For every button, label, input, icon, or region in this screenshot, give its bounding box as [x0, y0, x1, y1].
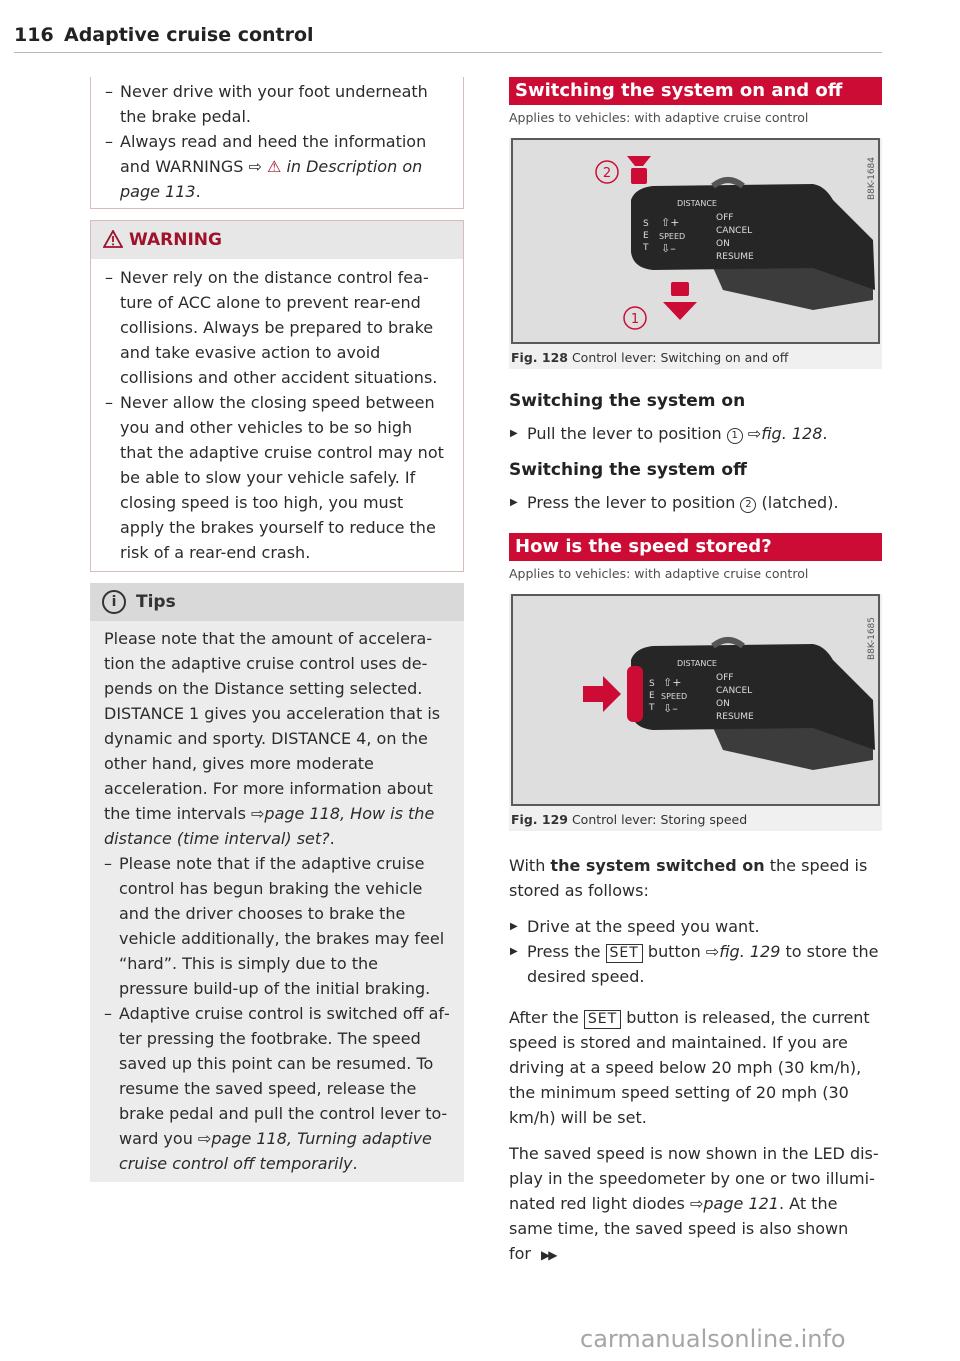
watermark: carmanualsonline.info: [580, 1325, 846, 1353]
list-item: – Never drive with your foot underneath the brake pedal.: [105, 82, 428, 126]
figure-code: B8K-1685: [867, 616, 877, 660]
section-title-switching: Switching the system on and off: [509, 77, 882, 105]
paragraph: With the system switched on the speed is stored as follows:: [509, 856, 868, 900]
control-lever-set-illustration: [513, 596, 878, 804]
arrow-ref-icon: ⇨: [197, 1129, 212, 1148]
list-item: – Please note that if the adaptive cruise control has begun braking the vehicle and the driver chooses to brake the vehicle additionally, the brakes may feel “hard”. This is simply due to the pressure build-up of the initial braking.: [104, 854, 445, 998]
list-item: ▶ Press the SET button ⇨fig. 129 to store the desired speed.: [510, 942, 879, 986]
cross-reference-link[interactable]: fig. 128: [761, 424, 823, 443]
figure-caption: Fig. 128 Control lever: Switching on and off: [511, 350, 789, 365]
svg-text:CANCEL: CANCEL: [716, 686, 753, 696]
lever-label-cancel: CANCEL: [716, 226, 753, 236]
list-item: ▶ Drive at the speed you want.: [510, 917, 760, 936]
figure-129: [509, 594, 882, 831]
cross-reference-link[interactable]: in Description on page 113: [120, 157, 423, 201]
subheading-off: Switching the system off: [509, 460, 747, 480]
paragraph: After the SET button is released, the current speed is stored and maintained. If you are driving at a speed below 20 mph (30 km/h), the minimum speed setting of 20 mph (30 km/h) will be set.: [509, 1008, 870, 1127]
lever-label-resume: RESUME: [716, 252, 754, 262]
cross-reference-link[interactable]: fig. 129: [719, 942, 781, 961]
figure-129-image: [511, 594, 880, 806]
cross-reference-link[interactable]: page 118, How is the distance (time interval) set?: [104, 804, 435, 848]
continue-arrow-icon: ▶▶: [541, 1248, 556, 1262]
warning-triangle-icon: [103, 230, 123, 248]
list-item: – Always read and heed the information and WARNINGS ⇨ ⚠ in Description on page 113.: [105, 132, 427, 201]
list-item: – Never rely on the distance control feature of ACC alone to prevent rear-end collisions. Always be prepared to brake and take evasive action to avoid collisions and other accident situations.: [105, 268, 438, 387]
list-item: – Adaptive cruise control is switched off after pressing the footbrake. The speed saved up this point can be resumed. To resume the saved speed, release the brake pedal and pull the control lever toward you ⇨page 118, Turning adaptive cruise control off temporarily.: [104, 1004, 450, 1173]
cross-reference-link[interactable]: page 118, Turning adaptive cruise control off temporarily: [119, 1129, 432, 1173]
warning-box: [90, 220, 464, 572]
arrow-ref-icon: ⇨: [251, 804, 265, 823]
page-number: 116: [14, 24, 54, 46]
warning-title: WARNING: [129, 230, 222, 250]
svg-text:E: E: [649, 691, 655, 701]
tips-intro: Please note that the amount of acceleration the adaptive cruise control uses depends on the Distance setting selected. DISTANCE 1 gives you acceleration that is dynamic and sporty. DISTANCE 4, on the other hand, gives more moderate acceleration. For more information about the time intervals ⇨page 118, How is the distance (time interval) set?.: [104, 629, 441, 848]
figure-caption: Fig. 129 Control lever: Storing speed: [511, 812, 748, 827]
applies-to-note: Applies to vehicles: with adaptive cruise control: [509, 566, 809, 581]
subheading-on: Switching the system on: [509, 391, 746, 411]
svg-text:OFF: OFF: [716, 673, 734, 683]
minus-icon: ⇩–: [661, 242, 676, 255]
svg-text:S: S: [649, 679, 655, 689]
list-item: ▶ Pull the lever to position 1 ⇨fig. 128.: [510, 424, 828, 443]
info-icon: i: [102, 590, 126, 614]
arrow-ref-icon: ⇨: [705, 942, 720, 961]
applies-to-note: Applies to vehicles: with adaptive cruise control: [509, 110, 809, 125]
svg-text:T: T: [643, 243, 649, 253]
position-marker-2: 2: [602, 166, 612, 181]
arrow-ref-icon: ⇨: [689, 1194, 704, 1213]
running-title: Adaptive cruise control: [64, 24, 314, 46]
plus-icon: ⇧+: [661, 216, 680, 229]
set-button-highlight: [627, 666, 643, 722]
arrow-ref-icon: ⇨: [747, 424, 762, 443]
tips-body: [90, 621, 464, 1182]
paragraph: The saved speed is now shown in the LED display in the speedometer by one or two illuminated red light diodes ⇨page 121. At the same time, the saved speed is also shown for ▶▶: [509, 1144, 879, 1263]
cross-reference-link[interactable]: page 121: [703, 1194, 779, 1213]
svg-text:T: T: [649, 703, 655, 713]
lever-label-distance: DISTANCE: [677, 199, 717, 208]
warning-header: [91, 221, 463, 259]
svg-text:S: S: [643, 219, 649, 229]
plus-icon: ⇧+: [663, 676, 682, 689]
svg-text:E: E: [643, 231, 649, 241]
lever-label-speed: SPEED: [659, 232, 686, 241]
pull-arrow-icon: [671, 282, 689, 296]
warning-body: [91, 259, 463, 571]
svg-text:RESUME: RESUME: [716, 712, 754, 722]
list-item: ▶ Press the lever to position 2 (latched).: [510, 493, 839, 512]
lever-label-off: OFF: [716, 213, 734, 223]
svg-text:DISTANCE: DISTANCE: [677, 659, 717, 668]
position-1-icon: 1: [727, 428, 743, 444]
list-item: – Never allow the closing speed between you and other vehicles to be so high that the adaptive cruise control may not be able to slow your vehicle safely. If closing speed is too high, you must apply the brakes yourself to reduce the risk of a rear-end crash.: [105, 393, 444, 562]
lever-label-on: ON: [716, 239, 730, 249]
control-lever-illustration: [513, 140, 878, 342]
left-column: [90, 77, 464, 1182]
figure-128-image: [511, 138, 880, 344]
set-key: SET: [606, 944, 643, 963]
tips-box: [90, 583, 464, 1182]
position-marker-1: 1: [630, 312, 640, 327]
svg-text:ON: ON: [716, 699, 730, 709]
svg-text:SPEED: SPEED: [661, 692, 688, 701]
figure-code: B8K-1684: [867, 156, 877, 200]
section-title-speed-stored: How is the speed stored?: [509, 533, 882, 561]
intro-notes: [90, 77, 464, 209]
position-2-icon: 2: [740, 497, 756, 513]
figure-128: [509, 138, 882, 369]
arrow-ref-icon: ⇨: [248, 157, 262, 176]
right-column: [509, 77, 882, 1268]
warning-triangle-icon: ⚠: [267, 157, 282, 176]
page-header: [14, 22, 882, 53]
tips-header: [90, 583, 464, 621]
tips-title: Tips: [136, 592, 176, 612]
minus-icon: ⇩–: [663, 702, 678, 715]
set-key: SET: [584, 1010, 621, 1029]
